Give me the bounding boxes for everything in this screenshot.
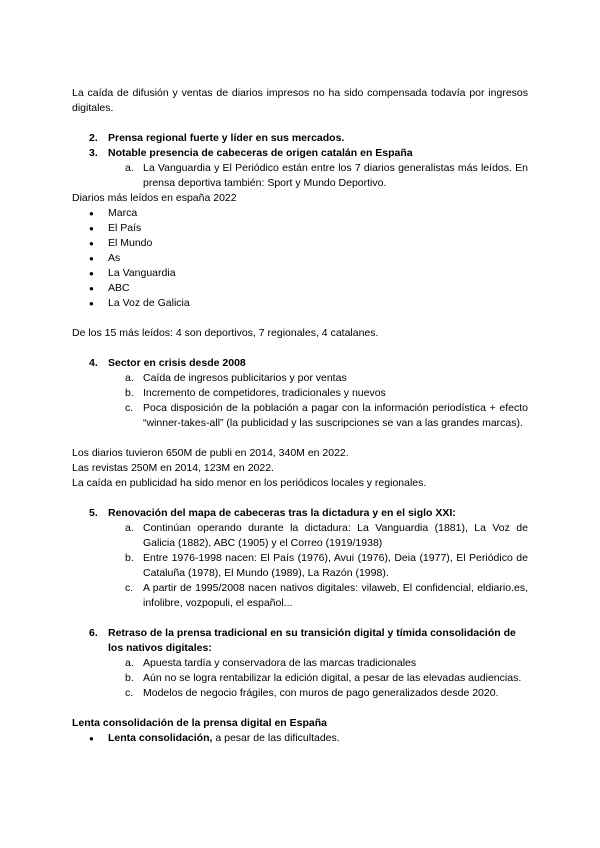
bullet-icon: ● [89, 269, 94, 278]
list-title: Diarios más leídos en españa 2022 [72, 192, 237, 204]
section-title: Renovación del mapa de cabeceras tras la dictadura y en el siglo XXI: [108, 507, 456, 519]
section-number: 4. [89, 357, 98, 369]
section-title: Retraso de la prensa tradicional en su transición digital y tímida consolidación de los nativos digitales: [108, 627, 516, 654]
list-item: ● El País [89, 222, 142, 234]
stats-line: Los diarios tuvieron 650M de publi en 2014, 340M en 2022. [72, 447, 349, 459]
section-5-item-a: a. Continúan operando durante la dictadura: La Vanguardia (1881), La Voz de Galicia (1882), ABC (1905) y el Correo (1919/1938) [125, 522, 528, 549]
section-title: Notable presencia de cabeceras de origen catalán en España [108, 147, 413, 159]
top15-paragraph: De los 15 más leídos: 4 son deportivos, 7 regionales, 4 catalanes. [72, 327, 379, 339]
final-bullet-bold: Lenta consolidación, [108, 732, 213, 744]
diarios-list [72, 206, 528, 311]
section-5-item-c: c. A partir de 1995/2008 nacen nativos digitales: vilaweb, El confidencial, eldiario.es, infolibre, vozpopuli, el español... [125, 582, 528, 609]
list-item: ● ABC [89, 282, 130, 294]
item-marker: a. [125, 162, 134, 174]
list-item: ● El Mundo [89, 237, 153, 249]
section-title: Prensa regional fuerte y líder en sus mercados. [108, 132, 345, 144]
section-2-heading [89, 131, 528, 146]
section-number: 5. [89, 507, 98, 519]
section-3-heading [89, 146, 528, 161]
section-4-item-b: b. Incremento de competidores, tradicionales y nuevos [125, 387, 386, 399]
bullet-icon: ● [89, 284, 94, 293]
bullet-icon: ● [89, 254, 94, 263]
item-text: La Vanguardia y El Periódico están entre los 7 diarios generalistas más leídos. En prensa deportiva también: Sport y Mundo Deportivo. [143, 162, 528, 189]
section-6-heading [89, 626, 528, 656]
list-item: ● La Voz de Galicia [89, 297, 190, 309]
section-6-item-a: a. Apuesta tardía y conservadora de las marcas tradicionales [125, 657, 417, 669]
section-4-heading [89, 356, 528, 371]
section-6-item-c: c. Modelos de negocio frágiles, con muros de pago generalizados desde 2020. [125, 687, 499, 699]
section-title: Sector en crisis desde 2008 [108, 357, 246, 369]
document-page [72, 86, 528, 746]
section-number: 6. [89, 627, 98, 639]
list-item: ● Marca [89, 207, 138, 219]
section-4-item-c: c. Poca disposición de la población a pagar con la información periodística + efecto “winner-takes-all” (la publicidad y las suscripciones se van a las grandes marcas). [125, 402, 528, 429]
section-number: 2. [89, 132, 98, 144]
final-heading: Lenta consolidación de la prensa digital en España [72, 717, 327, 729]
bullet-icon: ● [89, 299, 94, 308]
section-5-heading [89, 506, 528, 521]
section-5-item-b: b. Entre 1976-1998 nacen: El País (1976), Avui (1976), Deia (1977), El Periódico de Cataluña (1978), El Mundo (1989), La Razón (1998). [125, 552, 528, 579]
bullet-icon: ● [89, 224, 94, 233]
list-item: ● La Vanguardia [89, 267, 176, 279]
bullet-icon: ● [89, 734, 94, 743]
section-4-item-a: a. Caída de ingresos publicitarios y por ventas [125, 372, 347, 384]
stats-line: Las revistas 250M en 2014, 123M en 2022. [72, 462, 274, 474]
section-6-item-b: b. Aún no se logra rentabilizar la edición digital, a pesar de las elevadas audiencias. [125, 672, 522, 684]
bullet-icon: ● [89, 209, 94, 218]
section-number: 3. [89, 147, 98, 159]
stats-line: La caída en publicidad ha sido menor en los periódicos locales y regionales. [72, 477, 427, 489]
final-bullet-text: a pesar de las dificultades. [212, 732, 340, 744]
bullet-icon: ● [89, 239, 94, 248]
intro-paragraph: La caída de difusión y ventas de diarios impresos no ha sido compensada todavía por ingresos digitales. [72, 87, 528, 114]
section-3-item-a [125, 161, 528, 191]
list-item: ● As [89, 252, 121, 264]
final-bullet [89, 731, 528, 746]
